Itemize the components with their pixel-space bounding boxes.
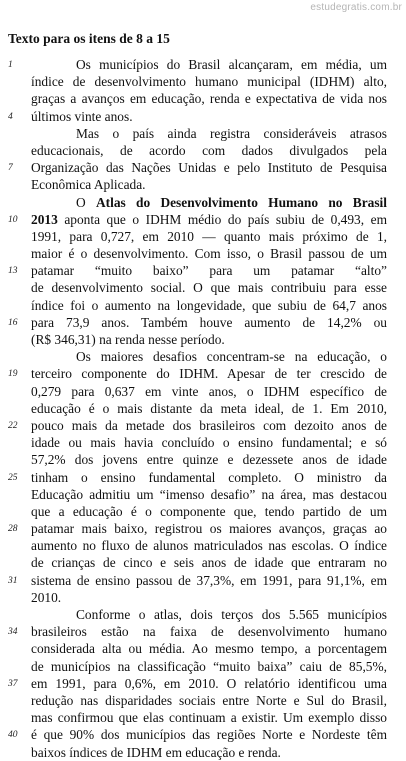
line-text xyxy=(31,314,387,331)
section-heading: Texto para os itens de 8 a 15 xyxy=(8,31,170,46)
line-number: 37 xyxy=(8,678,18,689)
line-text xyxy=(31,554,387,571)
text-line xyxy=(0,692,406,709)
text-line xyxy=(0,194,406,211)
text-line xyxy=(0,623,406,640)
line-text xyxy=(31,451,387,468)
line-text-body: 1991, para 0,727, em 2010 — quanto mais próximo de 1, xyxy=(31,228,387,244)
line-text-body: Econômica Aplicada. xyxy=(31,177,146,193)
text-line xyxy=(0,469,406,486)
line-text-body: mas confirmou que elas continuam a existir. Um exemplo disso xyxy=(31,710,387,726)
text-line xyxy=(0,675,406,692)
text-line xyxy=(0,228,406,245)
line-number: 16 xyxy=(8,317,18,328)
line-text-body: índice de desenvolvimento humano municipal (IDHM) alto, xyxy=(31,74,387,90)
line-text-body: (R$ 346,31) na renda nesse período. xyxy=(31,332,225,347)
text-line xyxy=(0,417,406,434)
line-text-body: de municípios na classificação “muito baixa” caiu de 85,5%, xyxy=(31,658,387,674)
line-text xyxy=(31,726,387,743)
text-body xyxy=(0,56,406,761)
line-text-body: aumento no fluxo de alunos matriculados nas escolas. O índice xyxy=(31,538,387,554)
line-text xyxy=(31,279,387,296)
line-text xyxy=(31,383,387,400)
line-number: 4 xyxy=(8,111,13,122)
line-text-body: Conforme o atlas, dois terços dos 5.565 municípios xyxy=(76,607,387,622)
text-line xyxy=(0,726,406,743)
text-line xyxy=(0,108,406,125)
text-line xyxy=(0,159,406,176)
line-text xyxy=(31,675,387,692)
text-line xyxy=(0,125,406,142)
line-text-body: de crianças de cinco e seis anos de idade que entraram no xyxy=(31,555,387,571)
line-text xyxy=(31,228,387,245)
line-text-body: baixos índices de IDHM em educação e renda. xyxy=(31,744,281,760)
text-line xyxy=(0,709,406,726)
line-text xyxy=(31,486,387,503)
line-number: 7 xyxy=(8,163,13,174)
line-text-body: Educação admitiu um “imenso desafio” na área, mas destacou xyxy=(31,486,387,502)
text-line xyxy=(0,589,406,606)
line-text-body: 57,2% dos jovens entre quinze e dezessete anos de idade xyxy=(31,452,387,468)
text-line xyxy=(0,744,406,761)
text-line xyxy=(0,176,406,193)
line-text-body: Mas o país ainda registra consideráveis atrasos xyxy=(76,125,387,141)
line-text-body: terceiro componente do IDHM. Apesar de ter crescido de xyxy=(31,366,387,382)
text-line xyxy=(0,383,406,400)
text-line xyxy=(0,606,406,623)
watermark: estudegratis.com.br xyxy=(310,2,402,13)
line-text-prefix: O xyxy=(76,194,96,210)
text-line xyxy=(0,90,406,107)
line-text xyxy=(31,572,387,589)
text-line xyxy=(0,348,406,365)
line-number: 31 xyxy=(8,575,18,586)
line-text xyxy=(31,744,387,761)
text-line xyxy=(0,658,406,675)
line-text-body: Organização das Nações Unidas e pelo Instituto de Pesquisa xyxy=(31,160,387,176)
line-number: 28 xyxy=(8,524,18,535)
text-line xyxy=(0,331,406,348)
line-text xyxy=(31,692,387,709)
line-text xyxy=(31,537,387,554)
line-text xyxy=(31,520,387,537)
line-text-body: que a educação é o componente que, tendo partido de um xyxy=(31,503,387,519)
line-text xyxy=(31,245,387,262)
line-text xyxy=(31,623,387,640)
line-text-body: sistema de ensino passou de 37,3%, em 1991, para 91,1%, em xyxy=(31,572,387,588)
line-text xyxy=(31,503,387,520)
line-text xyxy=(31,400,387,417)
line-text-body: brasileiros estão na faixa de desenvolvimento humano xyxy=(31,624,387,640)
line-text-body: patamar “muito baixo” para um patamar “alto” xyxy=(31,263,387,279)
line-number: 10 xyxy=(8,214,18,225)
line-text-body: 2010. xyxy=(31,589,62,605)
line-number: 40 xyxy=(8,730,18,741)
line-text xyxy=(31,297,387,314)
line-text xyxy=(31,365,387,382)
text-line xyxy=(0,279,406,296)
line-text-body: para 73,9 anos. Também houve aumento de 14,2% ou xyxy=(31,314,387,330)
text-line xyxy=(0,640,406,657)
line-number: 19 xyxy=(8,369,18,380)
line-text xyxy=(76,125,387,142)
line-text-body: considerada alta ou média. Ao mesmo tempo, a porcentagem xyxy=(31,641,387,657)
line-text-body: pouco mais da metade dos brasileiros com dezoito anos de xyxy=(31,417,387,433)
line-text-body: patamar mais baixo, registrou os maiores avanços, graças ao xyxy=(31,521,387,537)
text-line xyxy=(0,486,406,503)
text-line xyxy=(0,56,406,73)
line-text-body: em 1991, para 0,6%, em 2010. O relatório identificou uma xyxy=(31,675,387,691)
line-text xyxy=(31,73,387,90)
text-line xyxy=(0,262,406,279)
line-text-body: é que 90% dos municípios das regiões Norte e Nordeste têm xyxy=(31,727,387,743)
line-text xyxy=(31,142,387,159)
line-text xyxy=(76,194,387,211)
text-line xyxy=(0,245,406,262)
line-text-body: educação é o mais distante da meta ideal, de 1. Em 2010, xyxy=(31,400,387,416)
line-text xyxy=(31,90,387,107)
text-line xyxy=(0,314,406,331)
line-text-body: índice foi o aumento na longevidade, que subiu de 64,7 anos xyxy=(31,297,387,313)
line-text-body: idade ou mais havia concluído o ensino fundamental; e só xyxy=(31,435,387,451)
line-text xyxy=(76,606,387,623)
line-text-body: Os municípios do Brasil alcançaram, em média, um xyxy=(76,57,387,72)
line-text xyxy=(31,108,387,125)
text-line xyxy=(0,451,406,468)
text-line xyxy=(0,365,406,382)
line-text xyxy=(31,709,387,726)
line-number: 1 xyxy=(8,60,13,70)
line-text xyxy=(31,434,387,451)
line-text xyxy=(31,469,387,486)
line-text xyxy=(31,589,387,606)
text-line xyxy=(0,73,406,90)
line-text xyxy=(31,211,387,228)
line-number: 25 xyxy=(8,472,18,483)
line-number: 34 xyxy=(8,627,18,638)
line-text-body: maior é o desenvolvimento. Com isso, o Brasil passou de um xyxy=(31,246,387,262)
bold-title-text: 2013 xyxy=(31,211,58,227)
line-text xyxy=(31,640,387,657)
text-line xyxy=(0,554,406,571)
line-text-body: tinham o ensino fundamental completo. O ministro da xyxy=(31,469,387,485)
text-line xyxy=(0,572,406,589)
line-text-body: 0,279 para 0,637 em vinte anos, o IDHM específico de xyxy=(31,383,387,399)
bold-title-text: Atlas do Desenvolvimento Humano no Brasil xyxy=(95,194,387,210)
line-text-body: de desenvolvimento social. O que mais contribuiu para esse xyxy=(31,280,387,296)
line-number: 13 xyxy=(8,266,18,277)
line-text-body: últimos vinte anos. xyxy=(31,108,133,124)
text-line xyxy=(0,142,406,159)
line-text-body: aponta que o IDHM médio do país subiu de 0,493, em xyxy=(57,211,387,227)
line-text-body: Os maiores desafios concentram-se na educação, o xyxy=(76,349,387,365)
text-line xyxy=(0,297,406,314)
line-text xyxy=(31,262,387,279)
text-line xyxy=(0,503,406,520)
line-text xyxy=(31,176,387,193)
line-text xyxy=(31,417,387,434)
text-line xyxy=(0,434,406,451)
text-line xyxy=(0,211,406,228)
line-text-body: graças a avanços em educação, renda e expectativa de vida nos xyxy=(31,91,387,107)
line-text-body: educacionais, de acordo com dados divulgados pela xyxy=(31,142,387,158)
text-line xyxy=(0,400,406,417)
text-line xyxy=(0,537,406,554)
line-text xyxy=(76,348,387,365)
line-text xyxy=(31,658,387,675)
line-text xyxy=(76,56,387,73)
line-text-body: redução nas disparidades sociais entre Norte e Sul do Brasil, xyxy=(31,692,387,708)
text-line xyxy=(0,520,406,537)
line-text xyxy=(31,331,387,348)
line-number: 22 xyxy=(8,420,18,431)
line-text xyxy=(31,159,387,176)
